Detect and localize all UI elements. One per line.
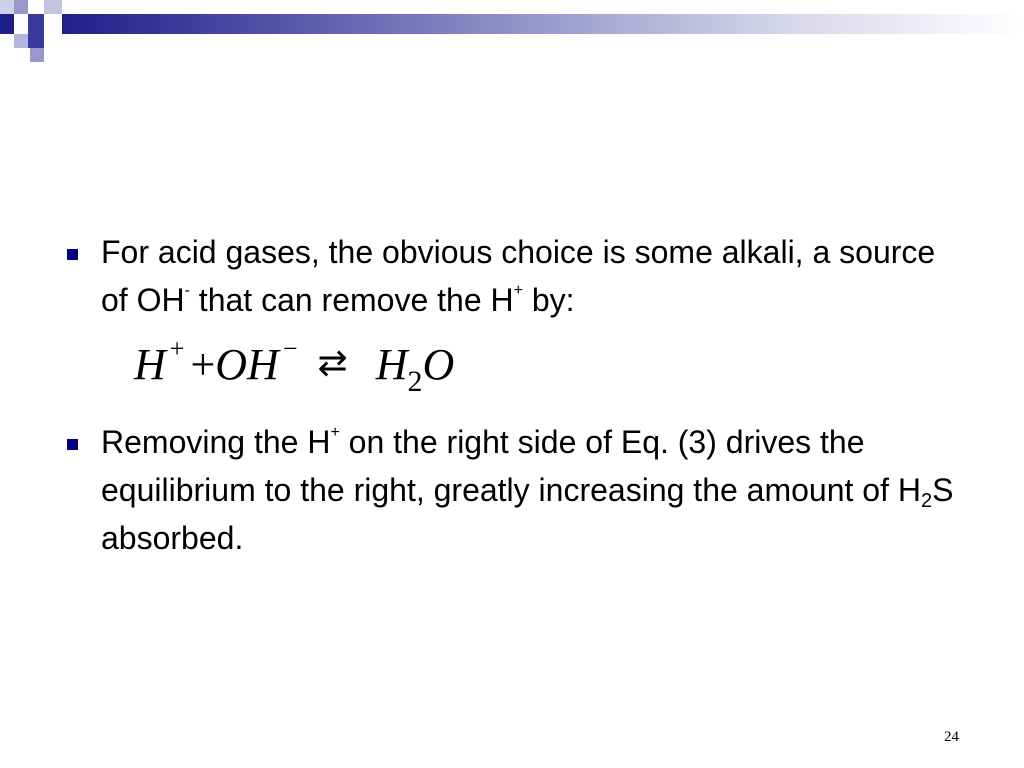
deco-square xyxy=(44,0,62,14)
bullet-text: on the right side of Eq. (3) drives the equilibrium to the right, greatly increasing the amount of H xyxy=(101,424,921,508)
deco-square xyxy=(44,14,62,34)
bullet-square-icon xyxy=(67,249,78,260)
bullet-text: For acid gases, the obvious choice is some alkali, a source of OH xyxy=(101,234,936,318)
deco-square xyxy=(28,34,44,48)
deco-square xyxy=(0,14,14,34)
equation-water-o: O xyxy=(422,340,455,389)
subscript: 2 xyxy=(920,490,933,512)
page-number: 24 xyxy=(944,729,959,745)
bullet-item xyxy=(64,228,964,324)
bullet-list xyxy=(64,228,964,562)
bullet-text: by: xyxy=(522,282,575,318)
bullet-text: that can remove the H xyxy=(189,282,514,318)
deco-square xyxy=(14,34,28,48)
deco-square xyxy=(28,14,44,34)
header-decoration xyxy=(0,0,1024,62)
deco-square xyxy=(30,48,44,62)
bullet-square-icon xyxy=(67,439,78,450)
equilibrium-arrow-icon: ⇄ xyxy=(317,343,348,383)
header-gradient-bar xyxy=(62,14,1024,34)
equation-plus: + xyxy=(190,340,216,389)
equation-water-subscript: 2 xyxy=(407,365,423,398)
equation-water-h: H xyxy=(375,340,408,389)
equation-hydrogen: H xyxy=(134,340,166,389)
bullet-text: Removing the H xyxy=(101,424,331,460)
superscript: - xyxy=(184,282,190,299)
deco-square xyxy=(0,0,14,14)
equation-hydroxide: OH xyxy=(215,340,279,389)
equation-hydroxide-charge: − xyxy=(282,334,298,363)
deco-square xyxy=(14,14,28,34)
superscript: + xyxy=(330,424,340,441)
superscript: + xyxy=(513,282,523,299)
bullet-text: S absorbed. xyxy=(101,472,954,556)
bullet-item xyxy=(64,418,964,562)
deco-square xyxy=(14,0,28,14)
equation-hydrogen-charge: + xyxy=(169,334,185,363)
reaction-equation xyxy=(134,328,964,398)
